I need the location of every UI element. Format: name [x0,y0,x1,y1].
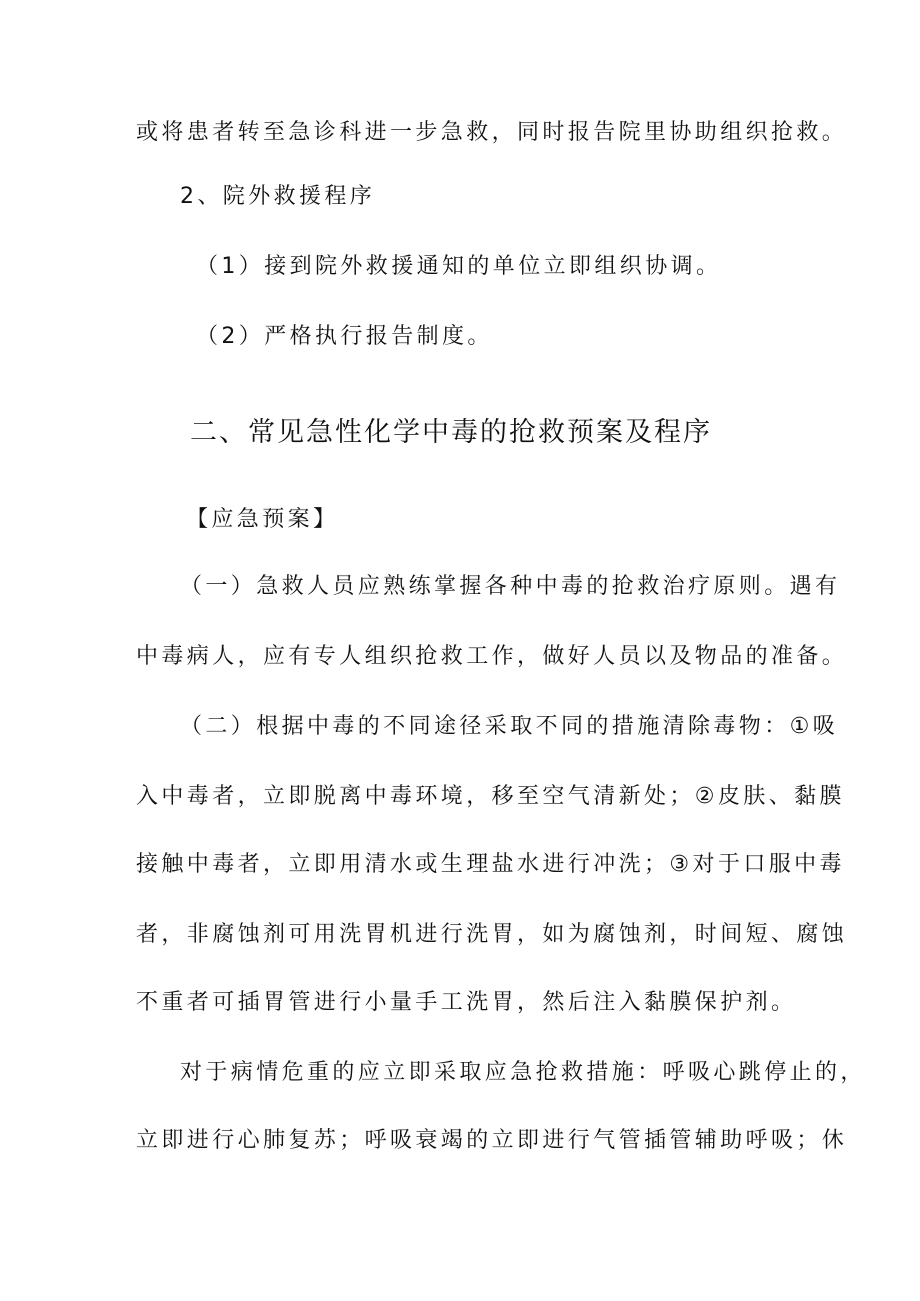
paragraph-line: 不重者可插胃管进行小量手工洗胃，然后注入黏膜保护剂。 [136,990,797,1015]
paragraph-line: 接触中毒者，立即用清水或生理盐水进行冲洗；③对于口服中毒 [136,852,845,877]
list-item: （1）接到院外救援通知的单位立即组织协调。 [196,254,722,279]
section-subheading: 2、院外救援程序 [180,184,376,209]
paragraph-line: （一）急救人员应熟练掌握各种中毒的抢救治疗原则。遇有 [180,574,841,599]
paragraph-line: 中毒病人，应有专人组织抢救工作，做好人员以及物品的准备。 [136,644,848,669]
paragraph-line: 对于病情危重的应立即采取应急抢救措施：呼吸心跳停止的， [180,1060,866,1085]
subsection-label: 【应急预案】 [186,507,339,532]
paragraph-line: 入中毒者，立即脱离中毒环境，移至空气清新处；②皮肤、黏膜 [136,784,845,809]
paragraph-line: 立即进行心肺复苏；呼吸衰竭的立即进行气管插管辅助呼吸；休 [136,1128,848,1153]
section-heading: 二、常见急性化学中毒的抢救预案及程序 [190,417,712,448]
paragraph-line: 或将患者转至急诊科进一步急救，同时报告院里协助组织抢救。 [136,120,848,145]
paragraph-line: 者，非腐蚀剂可用洗胃机进行洗胃，如为腐蚀剂，时间短、腐蚀 [136,922,848,947]
list-item: （2）严格执行报告制度。 [196,324,493,349]
paragraph-line: （二）根据中毒的不同途径采取不同的措施清除毒物：①吸 [180,714,839,739]
